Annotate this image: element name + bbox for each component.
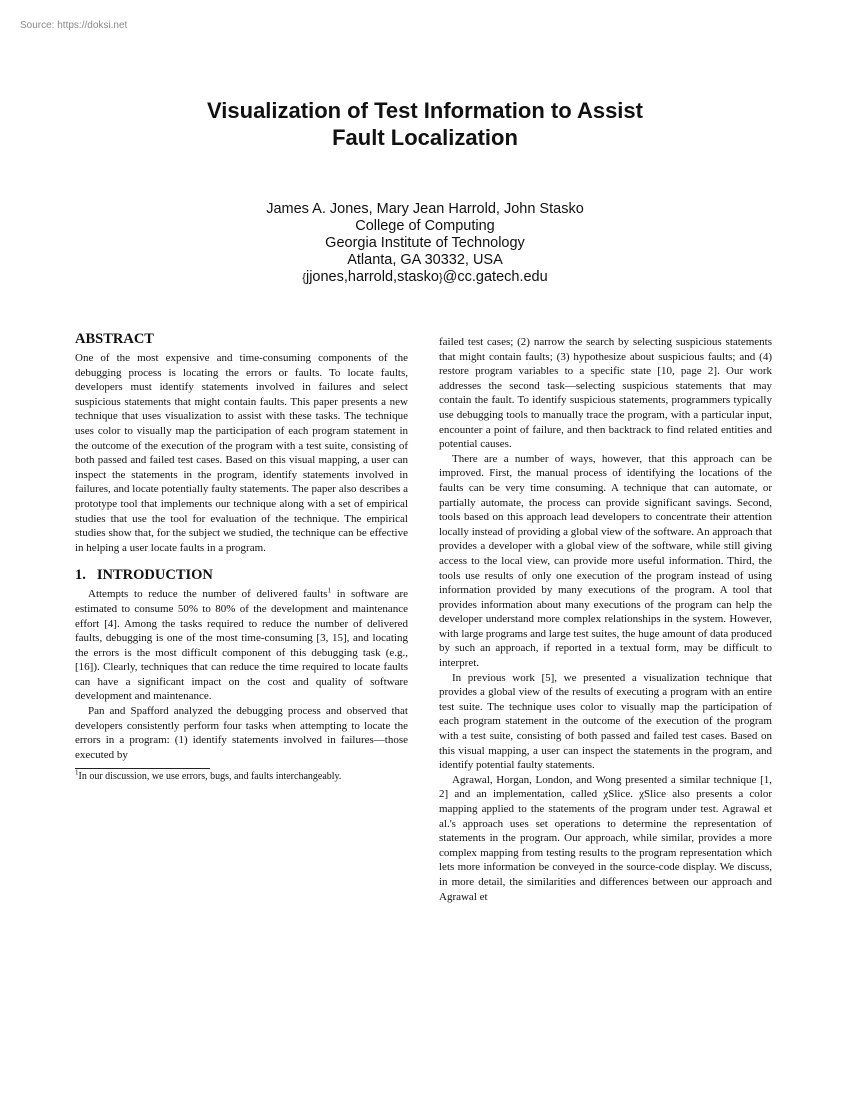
author-department: College of Computing — [355, 218, 495, 234]
paper-title-line-2: Fault Localization — [332, 125, 518, 150]
intro-paragraph-1 — [75, 587, 408, 704]
footnote-divider — [75, 768, 210, 769]
footnote-ref[interactable]: 1 — [327, 586, 332, 595]
introduction-heading — [75, 566, 408, 584]
author-block — [0, 201, 850, 287]
right-paragraph-2: There are a number of ways, however, that this approach can be improved. First, the manual process of identifying the locations of the faults can be very time consuming. A technique that can automate, or partially automate, the process can provide significant savings. Second, tools based on this approach lead developers to concentrate their attention locally instead of providing a global view of the software. An approach that provides a developer with a global view of the software, while still giving access to the local view, can provide more useful information. Third, the tools use results of only one execution of the program instead of using information provided by many executions of the program. A tool that provides information about many executions of the program can help the developer understand more complex relationships in the system. However, with large programs and large test suites, the huge amount of data produced by such an approach, if reported in a textual form, may be difficult to interpret. — [439, 452, 772, 670]
right-paragraph-4: Agrawal, Horgan, London, and Wong presented a similar technique [1, 2] and an implementation, called χSlice. χSlice also presents a color mapping applied to the statements of the program under test. Agrawal et al.'s approach uses set operations to determine the representation of statements in the program. Our approach, while similar, provides a more complex mapping from testing results to the program representation which lets more information be conveyed in the source-code display. We discuss, in more detail, the similarities and differences between our approach and Agrawal et — [439, 773, 772, 903]
author-institution: Georgia Institute of Technology — [325, 235, 525, 251]
right-paragraph-3: In previous work [5], we presented a visualization technique that provides a global view of the results of executing a program with an entire test suite. The technique uses color to visually map the participation of each program statement in the outcome of the execution of the program with a test suite, consisting of both passed and failed test cases. Based on this visual mapping, a user can inspect the statements in the program, and identify potential faulty statements. — [439, 671, 772, 772]
intro-p1-text-a: Attempts to reduce the number of delivered faults — [88, 588, 328, 601]
right-column — [439, 335, 772, 904]
footnote — [75, 771, 408, 784]
section-number: 1. — [75, 567, 86, 584]
left-column — [75, 330, 408, 784]
right-paragraph-1: failed test cases; (2) narrow the search by selecting suspicious statements that might contain faults; (3) hypothesize about suspicious faults; and (4) restore program variables to a specific state [10, page 2]. Our work addresses the second task—selecting suspicious statements that may contain the fault. To identify suspicious statements, programmers typically use debugging tools to manually trace the program, with a particular input, encounter a point of failure, and then backtrack to find related entities and potential causes. — [439, 336, 772, 451]
footnote-marker: 1 — [75, 769, 79, 778]
email-brace-open: { — [302, 272, 306, 284]
email-users: jjones,harrold,stasko — [305, 269, 439, 285]
intro-p1-text-b: in software are estimated to consume 50% to 80% of the development and maintenance effort [4]. Among the tasks required to reduce the number of delivered faults, debugging is one of the most time-consuming [3, 15], and locating the errors is the most difficult component of this debugging task (e.g., [16]). Clearly, techniques that can reduce the time required to locate faults can have a significant impact on the cost and quality of software development and maintenance. — [75, 588, 408, 703]
section-title: INTRODUCTION — [96, 567, 213, 584]
author-email[interactable] — [0, 269, 850, 287]
footnote-text: In our discussion, we use errors, bugs, and faults interchangeably. — [78, 771, 342, 783]
author-address: Atlanta, GA 30332, USA — [347, 252, 503, 268]
email-domain: @cc.gatech.edu — [442, 269, 548, 285]
paper-title-line-1: Visualization of Test Information to Assist — [207, 98, 643, 123]
author-names: James A. Jones, Mary Jean Harrold, John Stasko — [266, 201, 584, 217]
abstract-text: One of the most expensive and time-consuming components of the debugging process is locating the errors or faults. To locate faults, developers must identify statements involved in failures and select suspicious statements that might contain faults. This paper presents a new technique that uses visualization to assist with these tasks. The technique uses color to visually map the participation of each program statement in the outcome of the execution of the program with a test suite, consisting of both passed and failed test cases. Based on this visual mapping, a user can inspect the statements in the program, identify statements involved in failures, and locate potentially faulty statements. The paper also describes a prototype tool that implements our technique along with a set of empirical studies that use the tool for evaluation of the technique. The empirical studies show that, for the subject we studied, the technique can be effective in helping a user locate faults in a program. — [75, 352, 408, 554]
email-brace-close: } — [438, 272, 443, 284]
source-url: Source: https://doksi.net — [20, 20, 128, 31]
paper-title — [0, 97, 850, 151]
intro-paragraph-2: Pan and Spafford analyzed the debugging process and observed that developers consistently perform four tasks when attempting to locate the errors in a program: (1) identify statements involved in failures—those executed by — [75, 705, 408, 761]
abstract-heading: ABSTRACT — [75, 331, 154, 347]
